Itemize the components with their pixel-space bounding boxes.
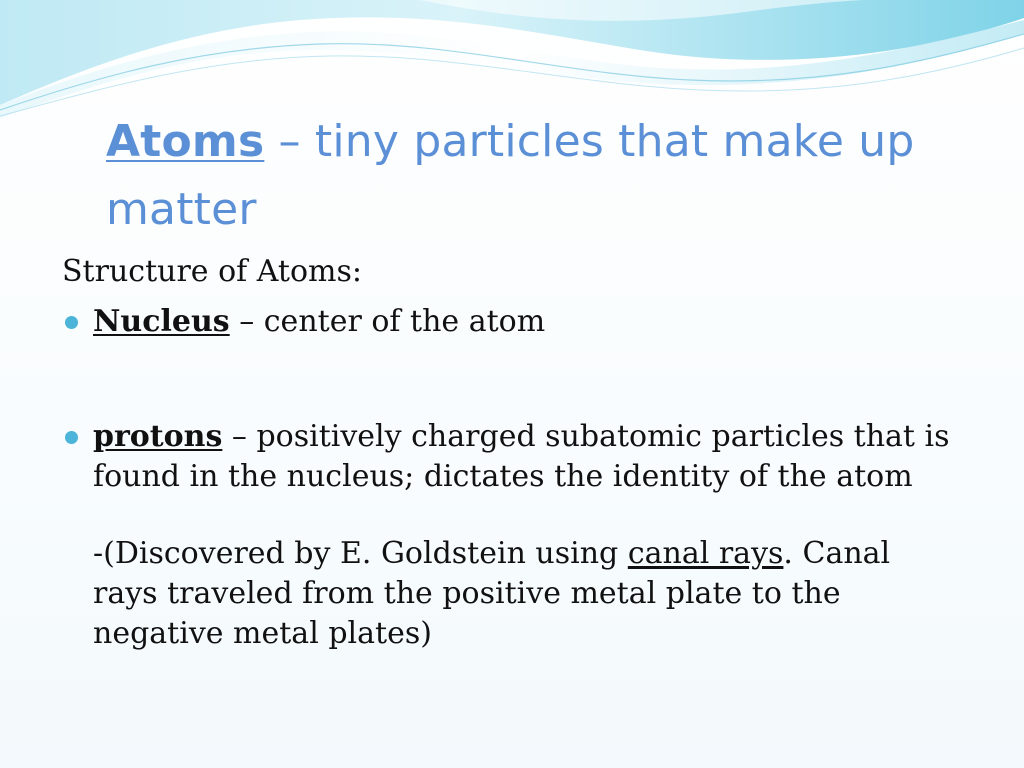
bullet-term: Nucleus: [93, 304, 230, 339]
title-rest: – tiny particles that make up matter: [106, 116, 915, 235]
bullet-dot-icon: [65, 316, 78, 329]
spacer: [62, 497, 962, 534]
spacer: [62, 342, 962, 417]
bullet-dot-icon: [65, 431, 78, 444]
note-prefix: -(Discovered by E. Goldstein using: [93, 536, 628, 571]
bullet-term: protons: [93, 419, 223, 454]
title-term: Atoms: [106, 116, 265, 167]
bullet-item-protons: [62, 417, 962, 497]
note-suffix: . Canal rays traveled from the positive metal plate to the negative metal plates): [93, 536, 891, 651]
intro-line: Structure of Atoms:: [62, 254, 362, 289]
slide-title: [106, 108, 986, 244]
bullet-item-nucleus: [62, 302, 962, 342]
bullet-text: – center of the atom: [229, 304, 546, 339]
note-underlined-term: canal rays: [627, 536, 784, 571]
discovery-note: [62, 534, 962, 654]
bullet-text: – positively charged subatomic particles that is found in the nucleus; dictates the identity of the atom: [93, 419, 950, 494]
slide-body: [62, 252, 962, 654]
